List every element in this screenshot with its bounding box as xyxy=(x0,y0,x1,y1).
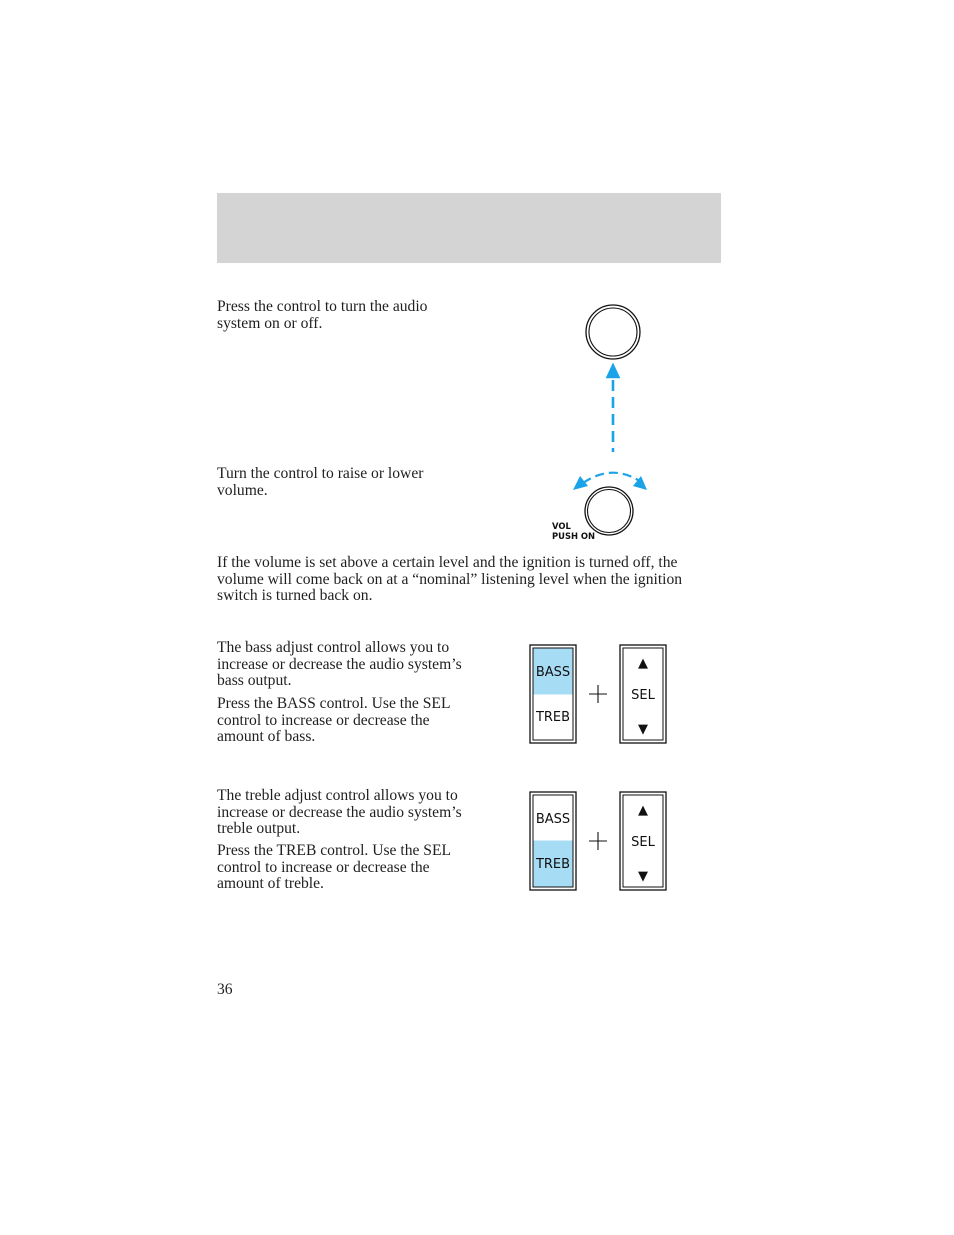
up-arrow-icon: ▲ xyxy=(638,656,648,671)
sel-button[interactable] xyxy=(620,792,666,890)
push-on-label: PUSH ON xyxy=(552,531,596,541)
bass-label: BASS xyxy=(535,665,571,680)
section-header-bar xyxy=(217,193,721,263)
bass-label: BASS xyxy=(535,812,571,827)
treble-controls-diagram xyxy=(529,791,669,893)
volume-instruction: Turn the control to raise or lower volume. xyxy=(217,465,424,499)
bass-description: The bass adjust control allows you to increase or decrease the audio system’s bass output. xyxy=(217,639,462,689)
treble-instruction: Press the TREB control. Use the SEL control to increase or decrease the amount of treble. xyxy=(217,842,451,892)
treble-description: The treble adjust control allows you to increase or decrease the audio system’s treble output. xyxy=(217,787,462,837)
bass-instruction: Press the BASS control. Use the SEL control to increase or decrease the amount of bass. xyxy=(217,695,450,745)
treb-label: TREB xyxy=(535,710,571,725)
down-arrow-icon: ▼ xyxy=(638,869,648,884)
down-arrow-icon: ▼ xyxy=(638,722,648,737)
bass-treb-button[interactable] xyxy=(530,645,576,743)
sel-label: SEL xyxy=(631,835,655,850)
up-arrow-icon: ▲ xyxy=(638,803,648,818)
power-volume-diagram xyxy=(552,300,670,550)
vol-label: VOL xyxy=(552,521,571,531)
volume-knob xyxy=(585,487,633,535)
power-knob-top xyxy=(586,305,640,359)
treb-label: TREB xyxy=(535,857,571,872)
sel-button[interactable] xyxy=(620,645,666,743)
plus-icon xyxy=(589,685,607,703)
nominal-volume-note: If the volume is set above a certain level and the ignition is turned off, the volume will come back on at a “nominal” listening level when the ignition switch is turned back on. xyxy=(217,554,683,604)
bass-treb-button[interactable] xyxy=(530,792,576,890)
power-instruction: Press the control to turn the audio system on or off. xyxy=(217,298,428,332)
push-arrow-icon xyxy=(606,363,620,452)
sel-label: SEL xyxy=(631,688,655,703)
plus-icon xyxy=(589,832,607,850)
bass-controls-diagram xyxy=(529,644,669,746)
page-number: 36 xyxy=(217,981,233,998)
